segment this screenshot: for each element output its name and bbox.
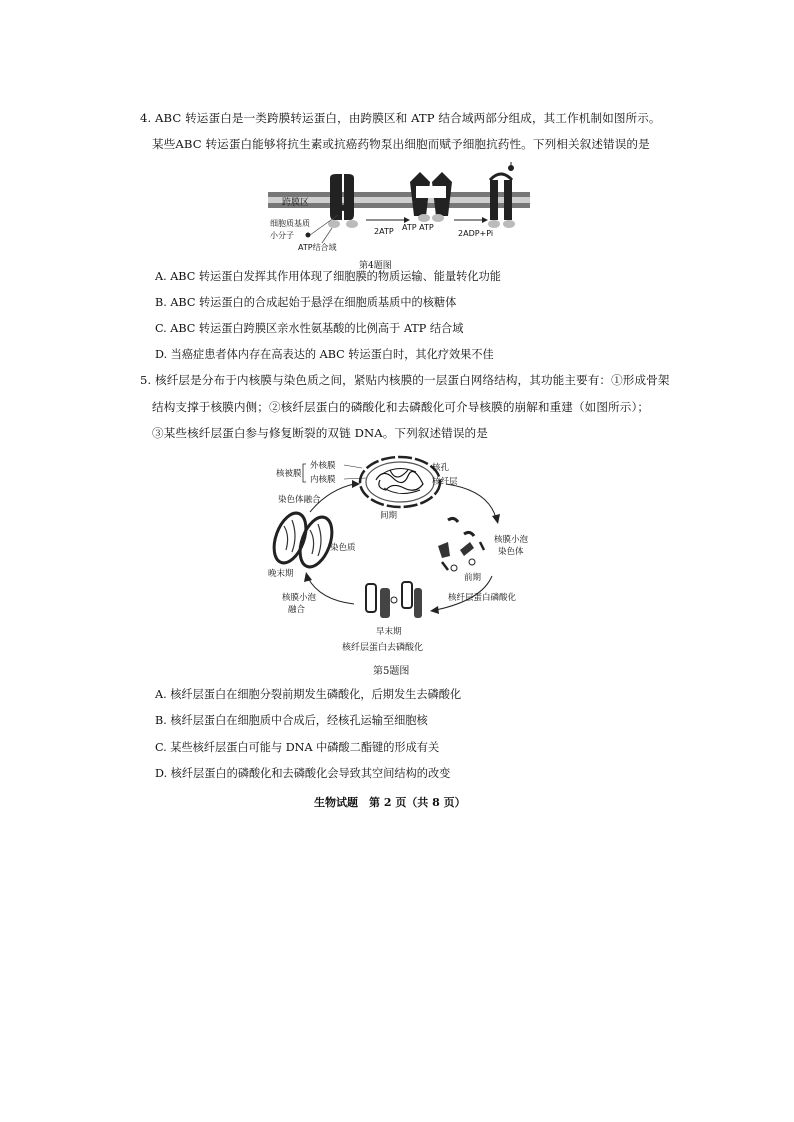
label-nuclear-envelope: 核被膜	[276, 469, 302, 479]
label-nuclear-pore: 核孔	[432, 463, 450, 473]
label-chromosome: 染色体	[498, 547, 524, 557]
label-2atp: 2ATP	[374, 227, 394, 236]
q4-option-b: B. ABC 转运蛋白的合成起始于悬浮在细胞质基质中的核糖体	[155, 296, 457, 309]
q5-figure	[258, 450, 548, 660]
q5-stem-line3: ③某些核纤层蛋白参与修复断裂的双链 DNA。下列叙述错误的是	[152, 426, 488, 440]
q4-figure	[268, 158, 538, 258]
label-cytoplasm: 细胞质基质	[270, 219, 310, 228]
late-telophase-cells-icon	[268, 509, 338, 571]
label-outer-membrane: 外核膜	[310, 461, 336, 471]
q4-option-a: A. ABC 转运蛋白发挥其作用体现了细胞膜的物质运输、能量转化功能	[155, 270, 501, 283]
label-2adp: 2ADP+Pi	[458, 229, 494, 238]
q5-option-d: D. 核纤层蛋白的磷酸化和去磷酸化会导致其空间结构的改变	[155, 767, 451, 780]
q4-figure-caption: 第4题图	[359, 261, 392, 271]
label-early-telophase: 早末期	[376, 627, 402, 637]
label-chromatin: 染色质	[330, 543, 356, 553]
label-nuclear-vesicle: 核膜小泡	[494, 535, 529, 545]
q4-stem-line1: 4. ABC 转运蛋白是一类跨膜转运蛋白，由跨膜区和 ATP 结合域两部分组成，其工作机制如图所示。	[140, 111, 661, 125]
q4-option-c: C. ABC 转运蛋白跨膜区亲水性氨基酸的比例高于 ATP 结合域	[155, 322, 464, 335]
label-small-molecule: 小分子	[270, 231, 294, 240]
label-phosphorylation: 核纤层蛋白磷酸化	[448, 593, 517, 603]
q5-stem-line2: 结构支撑于核膜内侧；②核纤层蛋白的磷酸化和去磷酸化可介导核膜的崩解和重建（如图所示）；	[152, 400, 650, 414]
q5-stem-line1: 5. 核纤层是分布于内核膜与染色质之间，紧贴内核膜的一层蛋白网络结构，其功能主要有：①形成骨架	[140, 373, 670, 387]
label-inner-membrane: 内核膜	[310, 475, 336, 485]
label-atp-atp: ATP ATP	[402, 223, 434, 232]
label-late-telophase: 晚末期	[268, 569, 294, 579]
q5-option-a: A. 核纤层蛋白在细胞分裂前期发生磷酸化，后期发生去磷酸化	[155, 688, 462, 701]
interphase-nucleus-icon	[360, 457, 440, 507]
q5-figure-caption: 第5题图	[373, 666, 410, 677]
q5-option-c: C. 某些核纤层蛋白可能与 DNA 中磷酸二酯键的形成有关	[155, 741, 440, 754]
label-vesicle-fusion-2: 融合	[288, 605, 306, 615]
q5-option-b: B. 核纤层蛋白在细胞质中合成后，经核孔运输至细胞核	[155, 714, 428, 727]
early-telophase-icon	[366, 582, 422, 618]
label-nuclear-lamina: 核纤层	[432, 477, 458, 487]
label-chromosome-fusion: 染色体融合	[278, 495, 321, 505]
label-prophase: 前期	[464, 573, 482, 583]
abc-transporter-2-icon	[410, 172, 452, 222]
q4-stem-line2: 某些ABC 转运蛋白能够将抗生素或抗癌药物泵出细胞而赋予细胞抗药性。下列相关叙述错误的是	[152, 137, 650, 151]
q4-option-d: D. 当癌症患者体内存在高表达的 ABC 转运蛋白时，其化疗效果不佳	[155, 348, 494, 361]
label-transmembrane: 跨膜区	[282, 198, 310, 208]
prophase-fragments-icon	[438, 518, 484, 571]
page-footer: 生物试题 第 2 页（共 8 页）	[314, 796, 466, 809]
label-dephosphorylation: 核纤层蛋白去磷酸化	[342, 643, 424, 653]
label-atp-domain: ATP结合域	[298, 243, 337, 252]
label-interphase: 间期	[380, 511, 398, 521]
label-vesicle-fusion-1: 核膜小泡	[282, 593, 317, 603]
